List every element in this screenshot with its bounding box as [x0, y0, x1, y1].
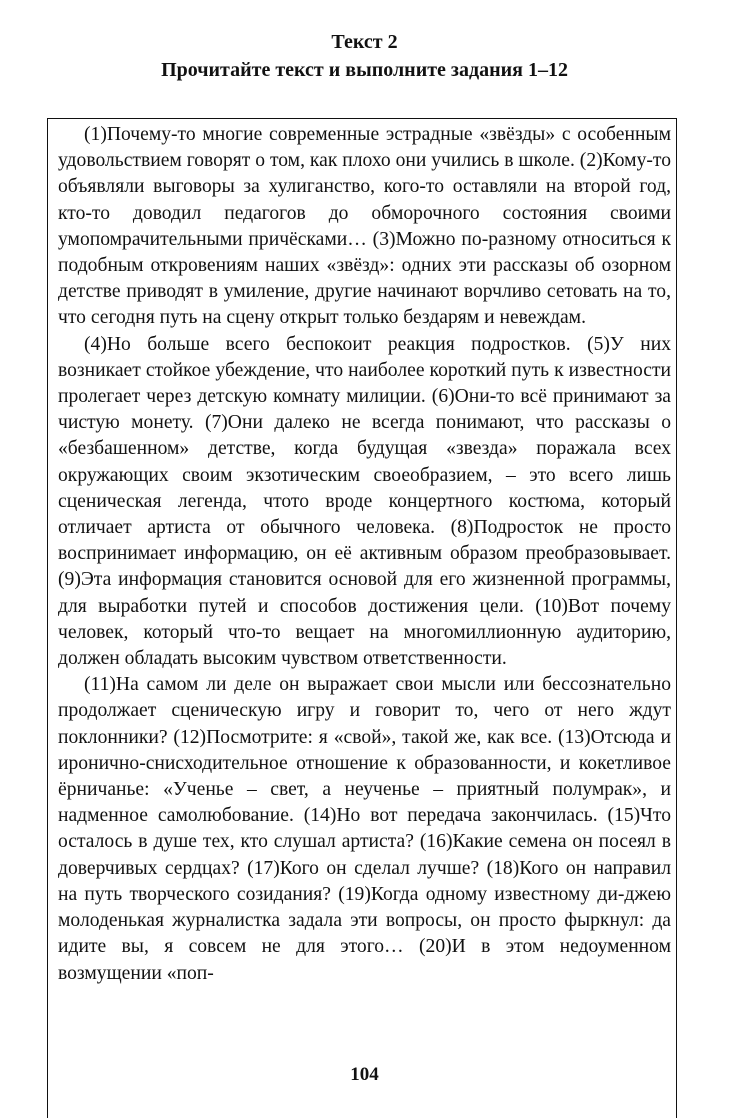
task-instruction: Прочитайте текст и выполните задания 1–12	[161, 59, 568, 81]
paragraph-3: (11)На самом ли деле он выражает свои мысли или бессознательно продолжает сценическую игру и говорит то, чего от него ждут поклонники? (12)Посмотрите: я «свой», такой же, как все. (13)Отсюда и иронично-снисходительное отношение к образованности, и кокетливое ёрничанье: «Ученье – свет, а неученье – приятный полумрак», и надменное самолюбование. (14)Но вот передача закончилась. (15)Что осталось в душе тех, кто слушал артиста? (16)Какие семена он посеял в доверчивых сердцах? (17)Кого он сделал лучше? (18)Кого он направил на путь творческого созидания? (19)Когда одному известному ди-джею молоденькая журналистка задала эти вопросы, он просто фыркнул: да идите вы, я совсем не для этого… (20)И в этом недоуменном возмущении «поп-	[58, 674, 671, 984]
text-title: Текст 2	[331, 31, 398, 53]
paragraph-1: (1)Почему-то многие современные эстрадные «звёзды» с особенным удовольствием говорят о том, как плохо они учились в школе. (2)Кому-то объявляли выговоры за хулиганство, кого-то оставляли на второй год, кто-то доводил педагогов до обморочного состояния своими умопомрачительными причёсками… (3)Можно по-разному относиться к подобным откровениям наших «звёзд»: одних эти рассказы об озорном детстве приводят в умиление, другие начинают ворчливо сетовать на то, что сегодня путь на сцену открыт только бездарям и невеждам.	[58, 124, 671, 329]
page-number: 104	[350, 1064, 379, 1085]
page-header	[0, 28, 729, 84]
text-body	[58, 122, 671, 987]
paragraph-2: (4)Но больше всего беспокоит реакция подростков. (5)У них возникает стойкое убеждение, что наиболее короткий путь к известности пролегает через детскую комнату милиции. (6)Они-то всё принимают за чистую монету. (7)Они далеко не всегда понимают, что рассказы о «безбашенном» детстве, когда будущая «звезда» поражала всех окружающих своим экзотическим своеобразием, – это всего лишь сценическая легенда, чтото вроде концертного костюма, который отличает артиста от обычного человека. (8)Подросток не просто воспринимает информацию, он её активным образом преобразовывает. (9)Эта информация становится основой для его жизненной программы, для выработки путей и способов достижения цели. (10)Вот почему человек, который что-то вещает на многомиллионную аудиторию, должен обладать высоким чувством ответственности.	[58, 333, 671, 670]
